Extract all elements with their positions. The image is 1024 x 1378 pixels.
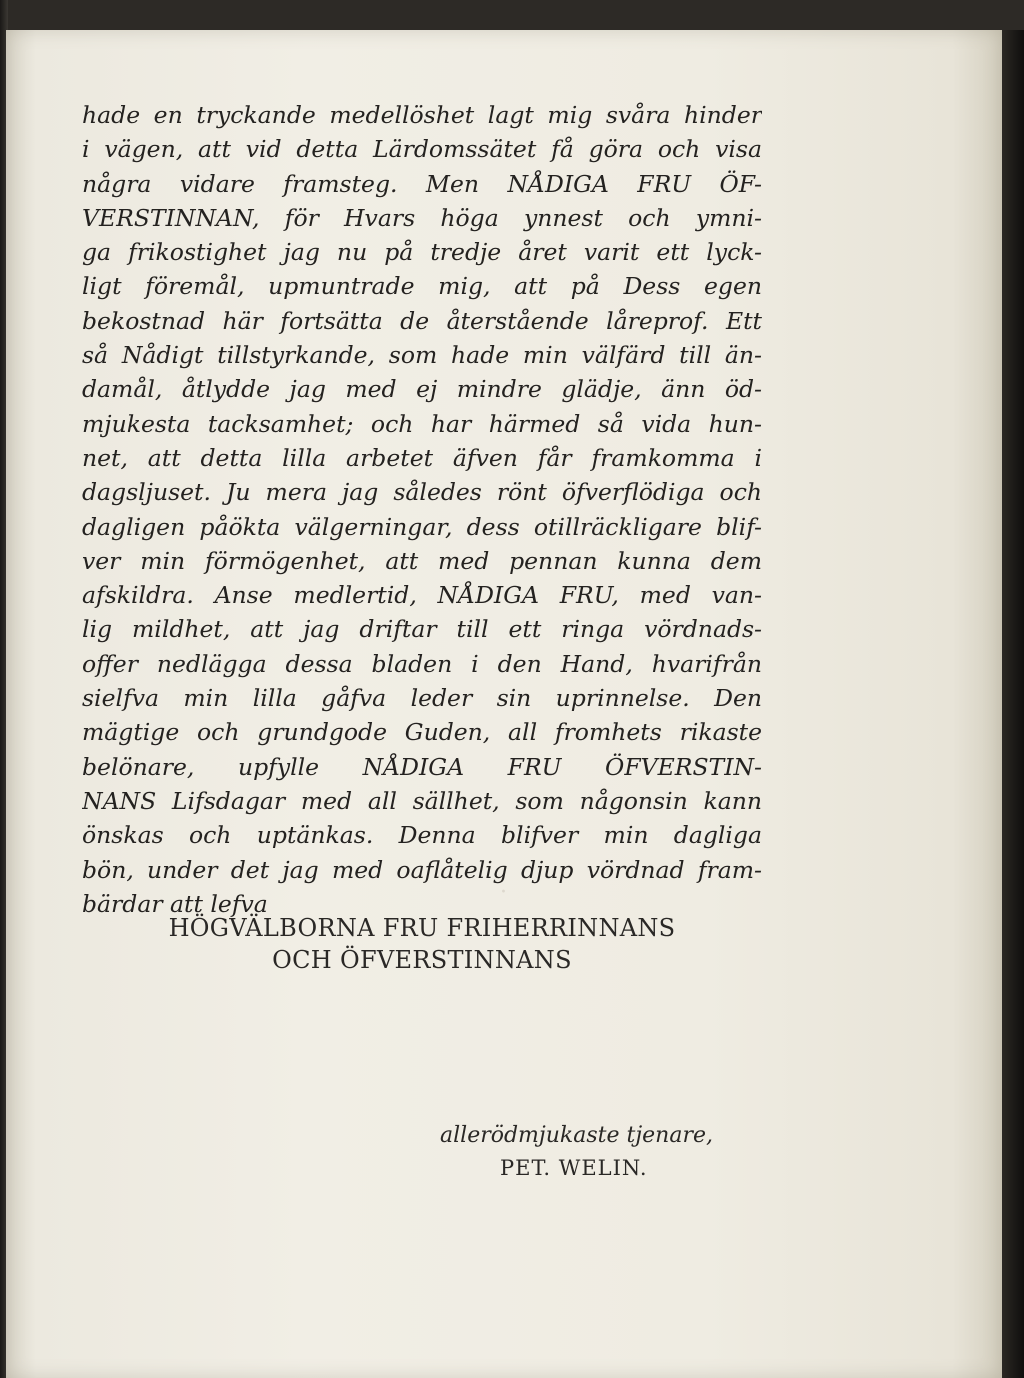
body-line: dagligen påökta välgerningar, dess otillräckligare blif- — [82, 512, 762, 541]
body-line: VERSTINNAN, för Hvars höga ynnest och ymni- — [82, 203, 762, 232]
scan-right-edge — [1002, 30, 1024, 1378]
body-line: några vidare framsteg. Men NÅDIGA FRU ÖF- — [82, 169, 762, 198]
body-line: net, att detta lilla arbetet äfven får framkomma i — [82, 443, 762, 472]
heading-line-1: HÖGVÄLBORNA FRU FRIHERRINNANS — [168, 914, 676, 942]
body-line: ga frikostighet jag nu på tredje året varit ett lyck- — [82, 238, 762, 267]
dedication-body — [82, 98, 762, 921]
body-line: ligt föremål, upmuntrade mig, att på Dess egen — [82, 272, 762, 301]
body-line: afskildra. Anse medlertid, NÅDIGA FRU, med van- — [82, 581, 762, 610]
signature-block — [430, 1120, 750, 1184]
body-line: offer nedlägga dessa bladen i den Hand, hvarifrån — [82, 649, 762, 678]
dedication-heading — [82, 912, 762, 976]
body-line: damål, åtlydde jag med ej mindre glädje, änn öd- — [82, 375, 762, 404]
body-line: mägtige och grundgode Guden, all fromhets rikaste — [82, 718, 762, 747]
body-line: sielfva min lilla gåfva leder sin uprinnelse. Den — [82, 684, 762, 713]
body-line: hade en tryckande medellöshet lagt mig svåra hinder — [82, 101, 762, 129]
body-line: lig mildhet, att jag driftar till ett ringa vördnads- — [82, 615, 762, 644]
body-line: NANS Lifsdagar med all sällhet, som någonsin kann — [82, 786, 762, 815]
heading-line-2: OCH ÖFVERSTINNANS — [272, 946, 572, 974]
body-line: så Nådigt tillstyrkande, som hade min välfärd till än- — [82, 341, 762, 370]
body-line: i vägen, att vid detta Lärdomssätet få göra och visa — [82, 135, 762, 164]
body-line: belönare, upfylle NÅDIGA FRU ÖFVERSTIN- — [82, 752, 762, 781]
body-line: bärdar att lefva — [82, 889, 268, 918]
signature-name: PET. WELIN. — [500, 1156, 648, 1180]
body-line: ver min förmögenhet, att med pennan kunna dem — [82, 546, 762, 575]
body-line: dagsljuset. Ju mera jag således rönt öfverflödiga och — [82, 478, 762, 507]
body-line: bekostnad här fortsätta de återstående låreprof. Ett — [82, 306, 762, 335]
closing-phrase: allerödmjukaste tjenare, — [440, 1123, 713, 1148]
body-line: bön, under det jag med oaflåtelig djup vördnad fram- — [82, 855, 762, 884]
body-line: önskas och uptänkas. Denna blifver min dagliga — [82, 821, 762, 850]
body-line: mjukesta tacksamhet; och har härmed så vida hun- — [82, 409, 762, 438]
